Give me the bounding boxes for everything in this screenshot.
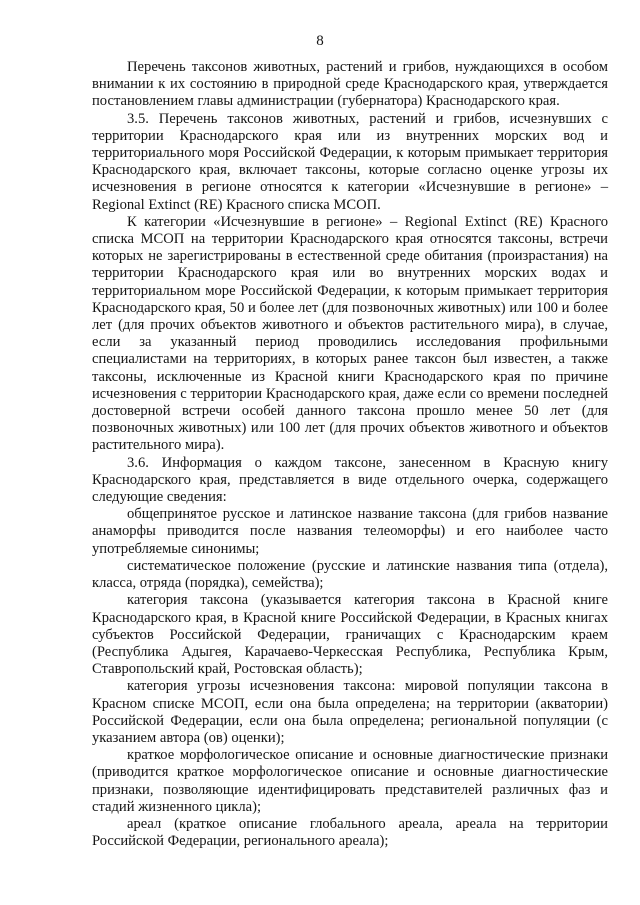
item-morphology: краткое морфологическое описание и основные диагностические признаки (приводится краткое морфологическое описание и основные диагностические признаки, позволяющие идентифицировать представителей различных фаз и стадий жизненного цикла); — [92, 747, 608, 815]
document-body — [92, 59, 608, 850]
item-taxon-name: общепринятое русское и латинское название таксона (для грибов название анаморфы приводится после названия телеоморфы) и его наиболее часто употребляемые синонимы; — [92, 506, 608, 557]
page-number: 8 — [316, 33, 324, 49]
item-range: ареал (краткое описание глобального ареала, ареала на территории Российской Федерации, регионального ареала); — [92, 815, 608, 850]
paragraph-3-5: 3.5. Перечень таксонов животных, растений и грибов, исчезнувших с территории Краснодарского края или из внутренних морских вод и территориального моря Российской Федерации, к которым примыкает территория Краснодарского края, включает таксоны, которые согласно оценке угрозы их исчезновения в регионе относятся к категории «Исчезнувшие в регионе» – Regional Extinct (RE) Красного списка МСОП. — [92, 110, 608, 213]
paragraph-3-6: 3.6. Информация о каждом таксоне, занесенном в Красную книгу Краснодарского края, представляется в виде отдельного очерка, содержащего следующие сведения: — [92, 454, 608, 506]
paragraph-re-category: К категории «Исчезнувшие в регионе» – Regional Extinct (RE) Красного списка МСОП на территории Краснодарского края относятся таксоны, встречи которых не зарегистрированы в естественной среде обитания (произрастания) на территории Краснодарского края или во внутренних морских водах и территориальном море Российской Федерации, к которым примыкает территория Краснодарского края, 50 и более лет (для позвоночных животных) или 100 и более лет (для прочих объектов животного и объектов растительного мира), в случае, если за указанный период проводились исследования профильными специалистами на территориях, в которых ранее таксон был известен, а также таксоны, исключенные из Красной книги Краснодарского края по причине исчезновения с территории Краснодарского края, даже если со времени последней достоверной встречи особей данного таксона прошло менее 50 лет (для позвоночных животных) или 100 лет (для прочих объектов животного и объектов растительного мира). — [92, 213, 608, 454]
item-systematic-position: систематическое положение (русские и латинские названия типа (отдела), класса, отряда (порядка), семейства); — [92, 557, 608, 592]
item-taxon-category: категория таксона (указывается категория таксона в Красной книге Краснодарского края, в Красной книге Российской Федерации, в Красных книгах субъектов Российской Федерации, граничащих с Краснодарским краем (Республика Адыгея, Карачаево-Черкесская Республика, Республика Крым, Ставропольский край, Ростовская область); — [92, 592, 608, 678]
item-threat-category: категория угрозы исчезновения таксона: мировой популяции таксона в Красном списке МСОП, если она была определена; на территории (акватории) Российской Федерации, если она была определена; региональной популяции (с указанием автора (ов) оценки); — [92, 678, 608, 746]
paragraph-list-approval: Перечень таксонов животных, растений и грибов, нуждающихся в особом внимании к их состоянию в природной среде Краснодарского края, утверждается постановлением главы администрации (губернатора) Краснодарского края. — [92, 59, 608, 110]
